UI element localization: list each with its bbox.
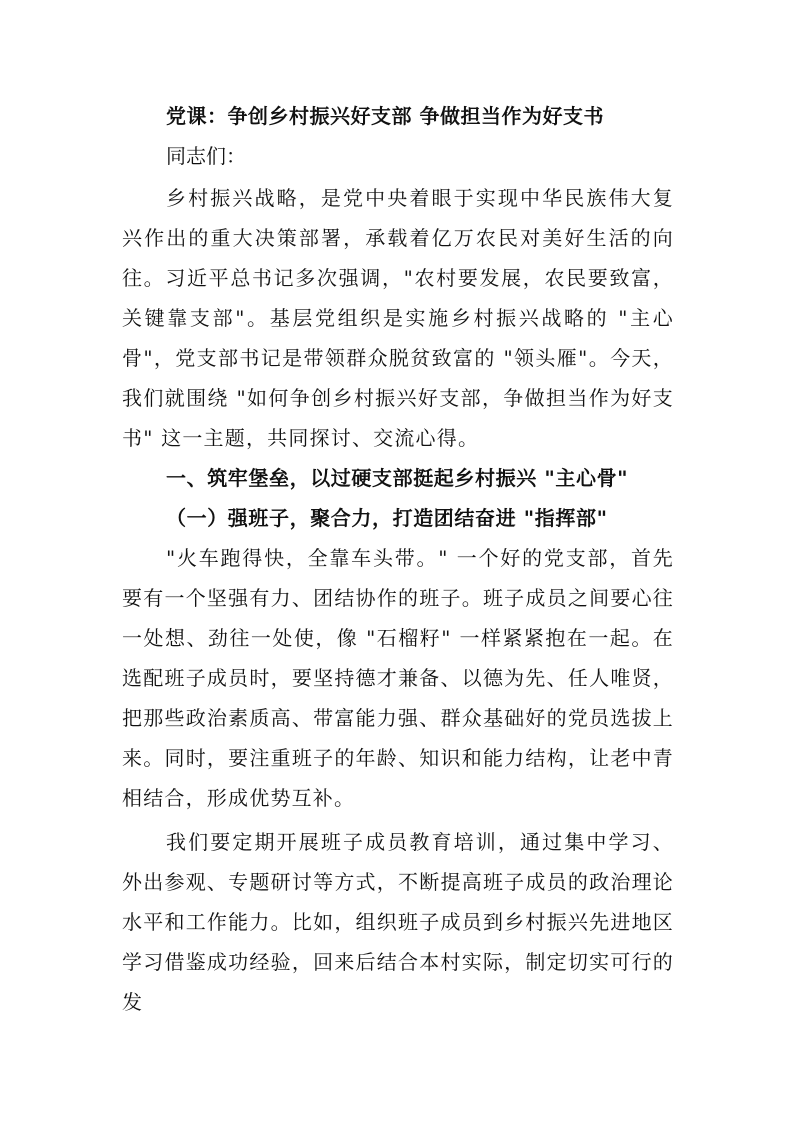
section-1-subheading-1: （一）强班子，聚合力，打造团结奋进 "指挥部" <box>166 506 608 530</box>
document-body <box>122 96 674 1022</box>
section-1-heading: 一、筑牢堡垒，以过硬支部挺起乡村振兴 "主心骨" <box>166 466 629 490</box>
body-paragraph-1: "火车跑得快，全靠车头带。" 一个好的党支部，首先要有一个坚强有力、团结协作的班子。班子成员之间要心往一处想、劲往一处使，像 "石榴籽" 一样紧紧抱在一起。在选配班子成员时，要坚持德才兼备、以德为先、任人唯贤，把那些政治素质高、带富能力强、群众基础好的党员选拔上来。同时，要注重班子的年龄、知识和能力结构，让老中青相结合，形成优势互补。 <box>122 546 674 810</box>
intro-paragraph: 乡村振兴战略，是党中央着眼于实现中华民族伟大复兴作出的重大决策部署，承载着亿万农民对美好生活的向往。习近平总书记多次强调，"农村要发展，农民要致富，关键靠支部"。基层党组织是实施乡村振兴战略的 "主心骨"，党支部书记是带领群众脱贫致富的 "领头雁"。今天，我们就围绕 "如何争创乡村振兴好支部，争做担当作为好支书" 这一主题，共同探讨、交流心得。 <box>122 186 674 450</box>
body-paragraph-2: 我们要定期开展班子成员教育培训，通过集中学习、外出参观、专题研讨等方式，不断提高班子成员的政治理论水平和工作能力。比如，组织班子成员到乡村振兴先进地区学习借鉴成功经验，回来后结合本村实际，制定切实可行的发 <box>122 830 674 1014</box>
document-title: 党课：争创乡村振兴好支部 争做担当作为好支书 <box>166 104 604 128</box>
salutation: 同志们： <box>166 144 246 168</box>
